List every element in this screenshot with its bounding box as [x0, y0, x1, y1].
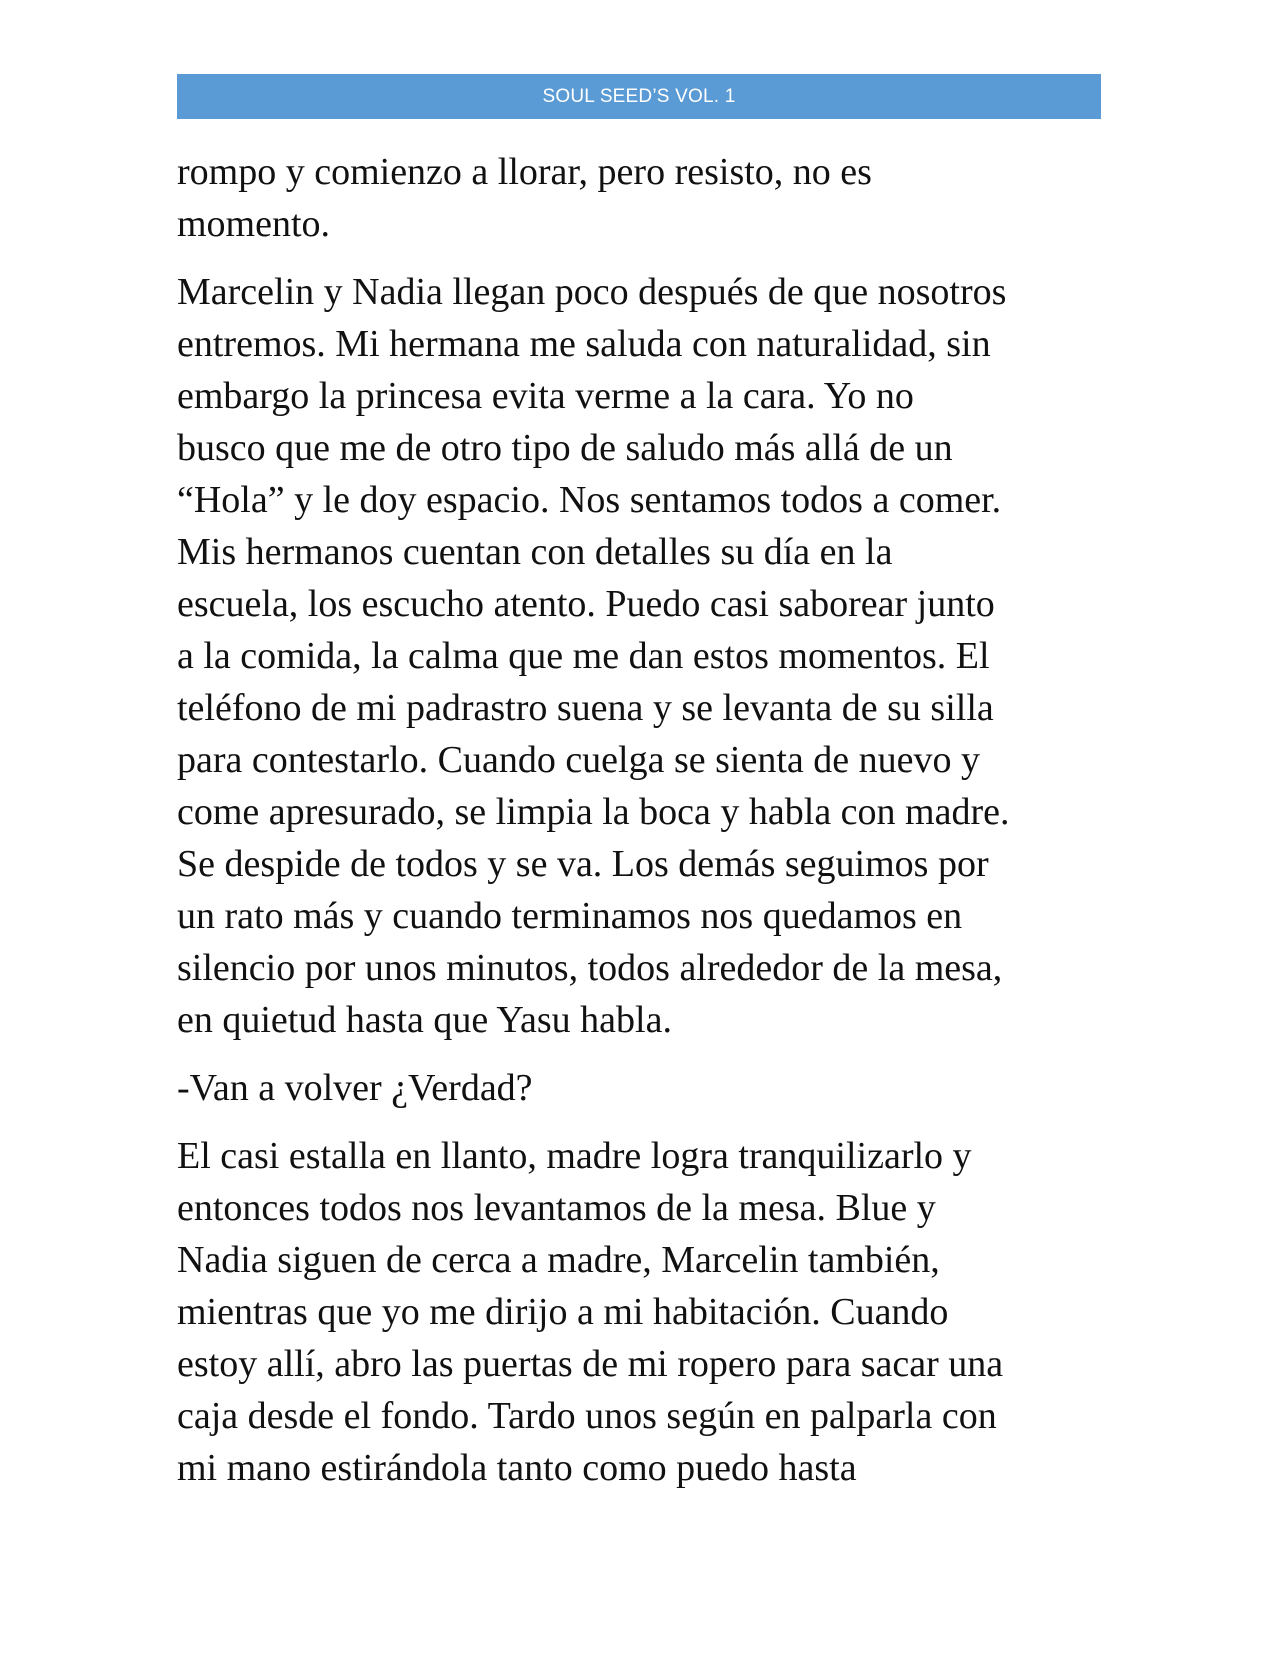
text-line: Nadia siguen de cerca a madre, Marcelin también, [177, 1239, 940, 1281]
text-line: escuela, los escucho atento. Puedo casi saborear junto [177, 583, 995, 625]
text-line: entremos. Mi hermana me saluda con naturalidad, sin [177, 323, 991, 365]
text-line: momento. [177, 203, 331, 245]
text-line: en quietud hasta que Yasu habla. [177, 999, 672, 1041]
text-line: El casi estalla en llanto, madre logra tranquilizarlo y [177, 1135, 972, 1177]
body-text [177, 146, 1107, 1510]
text-line: rompo y comienzo a llorar, pero resisto, no es [177, 151, 872, 193]
text-line: silencio por unos minutos, todos alrededor de la mesa, [177, 947, 1003, 989]
text-line: “Hola” y le doy espacio. Nos sentamos todos a comer. [177, 479, 1002, 521]
running-header [177, 74, 1101, 119]
text-line: teléfono de mi padrastro suena y se levanta de su silla [177, 687, 994, 729]
text-line: caja desde el fondo. Tardo unos según en palparla con [177, 1395, 997, 1437]
text-line: busco que me de otro tipo de saludo más allá de un [177, 427, 953, 469]
header-title: SOUL SEED’S VOL. 1 [542, 85, 736, 107]
text-line: Marcelin y Nadia llegan poco después de que nosotros [177, 271, 1007, 313]
text-line: mi mano estirándola tanto como puedo hasta [177, 1447, 857, 1489]
text-line: entonces todos nos levantamos de la mesa. Blue y [177, 1187, 936, 1229]
paragraph-1 [177, 146, 1107, 250]
text-line: para contestarlo. Cuando cuelga se sienta de nuevo y [177, 739, 980, 781]
paragraph-2 [177, 266, 1107, 1046]
paragraph-3-dialogue [177, 1062, 1107, 1114]
text-line: Mis hermanos cuentan con detalles su día en la [177, 531, 893, 573]
text-line: embargo la princesa evita verme a la cara. Yo no [177, 375, 914, 417]
text-line: come apresurado, se limpia la boca y habla con madre. [177, 791, 1010, 833]
text-line: estoy allí, abro las puertas de mi ropero para sacar una [177, 1343, 1004, 1385]
text-line: a la comida, la calma que me dan estos momentos. El [177, 635, 990, 677]
paragraph-4 [177, 1130, 1107, 1494]
text-line: Se despide de todos y se va. Los demás seguimos por [177, 843, 989, 885]
text-line: mientras que yo me dirijo a mi habitación. Cuando [177, 1291, 949, 1333]
text-line: -Van a volver ¿Verdad? [177, 1067, 533, 1109]
text-line: un rato más y cuando terminamos nos quedamos en [177, 895, 963, 937]
